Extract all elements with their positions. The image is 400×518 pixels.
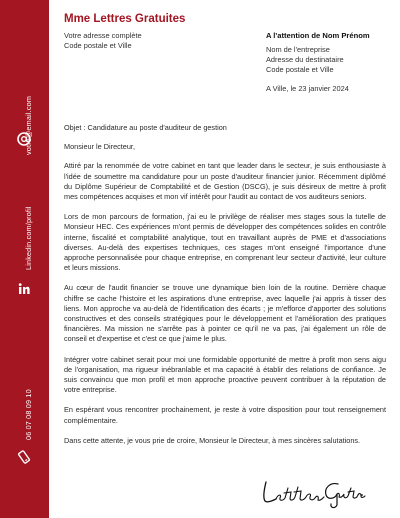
letter-paragraph: Lors de mon parcours de formation, j'ai eu le privilège de réaliser mes stages sous la tutelle de Monsieur HEC. Ces expériences m'ont permis de développer des compétences solides en contrôle interne, fiscalité et comptabilité analytique, tout en travaillant auprès de PME et d'associations diverses. Au-delà des expertises techniques, ces stages m'ont enseigné l'importance d'une approche personnalisée pour chaque entreprise, en comprenant leur secteur d'activité, leur culture et leurs missions. <box>64 212 386 273</box>
letter-object: Objet : Candidature au poste d'auditeur de gestion <box>64 123 227 132</box>
letter-salutation: Monsieur le Directeur, <box>64 142 135 152</box>
letter-paragraph: En espérant vous rencontrer prochainement, je reste à votre disposition pour tout renseignement complémentaire. <box>64 405 386 425</box>
phone-icon <box>17 450 31 464</box>
sender-postal: Code postale et Ville <box>64 41 132 50</box>
letter-paragraph: Attiré par la renommée de votre cabinet en tant que leader dans le secteur, je suis enthousiaste à l'idée de soumettre ma candidature pour un poste d'auditeur financier junior. Récemment diplômé du Diplôme Supérieur de Comptabilité et de Gestion (DSCG), je suis désireux de mettre à profit mes compétences acquises et mon vif intérêt pour l'audit au contact de vos auditeurs seniors. <box>64 161 386 202</box>
sender-name: Mme Lettres Gratuites <box>64 13 186 25</box>
letter-date: A Ville, le 23 janvier 2024 <box>266 84 349 93</box>
sender-address: Votre adresse complète <box>64 31 142 40</box>
phone-text[interactable]: 06 07 08 09 10 <box>24 389 33 440</box>
recipient-postal: Code postale et Ville <box>266 65 334 74</box>
recipient-address: Adresse du destinataire <box>266 55 344 64</box>
letter-closing: Dans cette attente, je vous prie de croire, Monsieur le Directeur, à mes sincères salutations. <box>64 435 361 445</box>
letter-body <box>64 123 386 456</box>
handwritten-signature <box>258 474 368 510</box>
contact-sidebar <box>0 0 49 518</box>
linkedin-text[interactable]: Linkedin.com/profil <box>24 206 33 270</box>
recipient-title: A l'attention de Nom Prénom <box>266 31 370 40</box>
letter-paragraph: Au cœur de l'audit financier se trouve une dynamique bien loin de la routine. Derrière chaque chiffre se cache l'histoire et les aspirations d'une entreprise, avec laquelle j'ai appris à tisser des liens. Mon approche va au-delà de l'identification des écarts ; je m'efforce d'apporter des solutions constructives et des conseils stratégiques pour le développement et l'amélioration des pratiques financières. Ma mission ne s'arrête pas à pointer ce qu'il ne va pas, j'ai également un rôle de conseil et d'expertise et c'est ce que j'aime le plus. <box>64 283 386 344</box>
email-text[interactable]: votre@email.com <box>24 95 33 155</box>
letter-paragraph: Intégrer votre cabinet serait pour moi une formidable opportunité de mettre à profit mon sens aigu de l'organisation, ma rigueur inébranlable et ma capacité à établir des relations de confiance. Je suis convaincu que mon profil et mon approche proactive peuvent contribuer à la réputation de votre entreprise. <box>64 354 386 395</box>
recipient-company: Nom de l'entreprise <box>266 45 330 54</box>
linkedin-icon <box>17 282 31 296</box>
at-icon <box>17 132 31 146</box>
